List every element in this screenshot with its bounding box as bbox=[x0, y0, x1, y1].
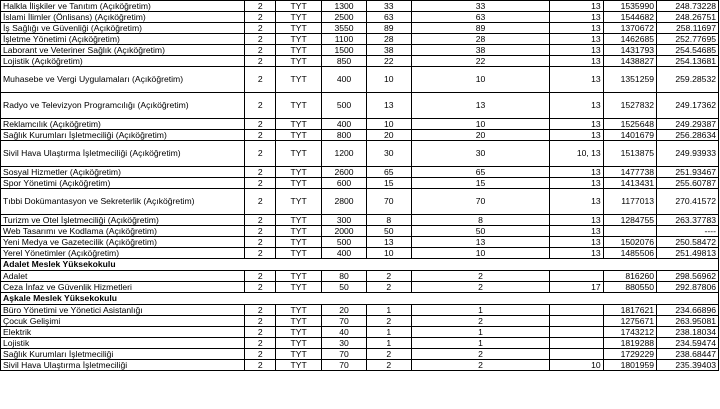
duration-cell: 2 bbox=[245, 56, 276, 67]
ranking-cell: 1743212 bbox=[603, 327, 656, 338]
quota-cell: 1300 bbox=[322, 1, 367, 12]
table-row bbox=[1, 327, 719, 338]
notes-cell: 13 bbox=[550, 45, 603, 56]
placed-cell: 2 bbox=[366, 349, 411, 360]
ranking-cell bbox=[603, 226, 656, 237]
score-cell: 263.37783 bbox=[657, 215, 719, 226]
extra-quota-cell: 1 bbox=[411, 327, 550, 338]
score-cell: 249.17362 bbox=[657, 93, 719, 119]
ranking-cell: 1462685 bbox=[603, 34, 656, 45]
quota-cell: 850 bbox=[322, 56, 367, 67]
score-cell: 248.73228 bbox=[657, 1, 719, 12]
ranking-cell: 1431793 bbox=[603, 45, 656, 56]
extra-quota-cell: 2 bbox=[411, 282, 550, 293]
table-row bbox=[1, 1, 719, 12]
duration-cell: 2 bbox=[245, 349, 276, 360]
score-cell: 250.58472 bbox=[657, 237, 719, 248]
placed-cell: 2 bbox=[366, 316, 411, 327]
score-type-cell: TYT bbox=[276, 23, 322, 34]
program-name-cell: Reklamcılık (Açıköğretim) bbox=[1, 119, 245, 130]
score-cell: 270.41572 bbox=[657, 189, 719, 215]
score-cell: 256.28634 bbox=[657, 130, 719, 141]
extra-quota-cell: 2 bbox=[411, 360, 550, 371]
score-cell: 259.28532 bbox=[657, 67, 719, 93]
notes-cell: 13 bbox=[550, 215, 603, 226]
notes-cell: 13 bbox=[550, 23, 603, 34]
ranking-cell: 1525648 bbox=[603, 119, 656, 130]
notes-cell bbox=[550, 327, 603, 338]
ranking-cell: 1544682 bbox=[603, 12, 656, 23]
table-row bbox=[1, 12, 719, 23]
duration-cell: 2 bbox=[245, 167, 276, 178]
program-name-cell: Sivil Hava Ulaştırma İşletmeciliği (Açıköğretim) bbox=[1, 141, 245, 167]
score-type-cell: TYT bbox=[276, 316, 322, 327]
score-type-cell: TYT bbox=[276, 45, 322, 56]
extra-quota-cell: 63 bbox=[411, 12, 550, 23]
notes-cell: 13 bbox=[550, 56, 603, 67]
placed-cell: 38 bbox=[366, 45, 411, 56]
faculty-header-row bbox=[1, 293, 719, 305]
program-name-cell: Büro Yönetimi ve Yönetici Asistanlığı bbox=[1, 305, 245, 316]
duration-cell: 2 bbox=[245, 271, 276, 282]
table-row bbox=[1, 93, 719, 119]
extra-quota-cell: 89 bbox=[411, 23, 550, 34]
program-name-cell: Spor Yönetimi (Açıköğretim) bbox=[1, 178, 245, 189]
ranking-cell: 1438827 bbox=[603, 56, 656, 67]
score-type-cell: TYT bbox=[276, 12, 322, 23]
placed-cell: 20 bbox=[366, 130, 411, 141]
extra-quota-cell: 10 bbox=[411, 248, 550, 259]
quota-cell: 400 bbox=[322, 248, 367, 259]
table-row bbox=[1, 189, 719, 215]
program-name-cell: Halkla İlişkiler ve Tanıtım (Açıköğretim) bbox=[1, 1, 245, 12]
notes-cell: 13 bbox=[550, 237, 603, 248]
table-row bbox=[1, 45, 719, 56]
quota-cell: 800 bbox=[322, 130, 367, 141]
extra-quota-cell: 10 bbox=[411, 119, 550, 130]
notes-cell: 13 bbox=[550, 189, 603, 215]
score-cell: ---- bbox=[657, 226, 719, 237]
duration-cell: 2 bbox=[245, 12, 276, 23]
extra-quota-cell: 22 bbox=[411, 56, 550, 67]
score-type-cell: TYT bbox=[276, 282, 322, 293]
score-type-cell: TYT bbox=[276, 271, 322, 282]
placed-cell: 1 bbox=[366, 305, 411, 316]
table-row bbox=[1, 23, 719, 34]
ranking-cell: 1729229 bbox=[603, 349, 656, 360]
score-cell: 254.54685 bbox=[657, 45, 719, 56]
ranking-cell: 1413431 bbox=[603, 178, 656, 189]
quota-cell: 1500 bbox=[322, 45, 367, 56]
table-row bbox=[1, 67, 719, 93]
duration-cell: 2 bbox=[245, 338, 276, 349]
score-cell: 238.18034 bbox=[657, 327, 719, 338]
table-row bbox=[1, 226, 719, 237]
duration-cell: 2 bbox=[245, 189, 276, 215]
score-type-cell: TYT bbox=[276, 226, 322, 237]
extra-quota-cell: 1 bbox=[411, 305, 550, 316]
program-name-cell: Sağlık Kurumları İşletmeciliği (Açıköğretim) bbox=[1, 130, 245, 141]
score-cell: 292.87806 bbox=[657, 282, 719, 293]
placed-cell: 2 bbox=[366, 282, 411, 293]
quota-cell: 80 bbox=[322, 271, 367, 282]
notes-cell: 10 bbox=[550, 360, 603, 371]
program-name-cell: Çocuk Gelişimi bbox=[1, 316, 245, 327]
table-row bbox=[1, 130, 719, 141]
duration-cell: 2 bbox=[245, 130, 276, 141]
score-type-cell: TYT bbox=[276, 67, 322, 93]
score-cell: 254.13681 bbox=[657, 56, 719, 67]
table-row bbox=[1, 316, 719, 327]
duration-cell: 2 bbox=[245, 360, 276, 371]
program-name-cell: Yeni Medya ve Gazetecilik (Açıköğretim) bbox=[1, 237, 245, 248]
table-row bbox=[1, 282, 719, 293]
notes-cell: 10, 13 bbox=[550, 141, 603, 167]
faculty-name: Aşkale Meslek Yüksekokulu bbox=[1, 293, 719, 305]
program-name-cell: Muhasebe ve Vergi Uygulamaları (Açıköğretim) bbox=[1, 67, 245, 93]
placed-cell: 13 bbox=[366, 237, 411, 248]
quota-cell: 20 bbox=[322, 305, 367, 316]
program-name-cell: Tıbbi Dokümantasyon ve Sekreterlik (Açıköğretim) bbox=[1, 189, 245, 215]
score-cell: 249.93933 bbox=[657, 141, 719, 167]
table-row bbox=[1, 237, 719, 248]
score-cell: 251.49813 bbox=[657, 248, 719, 259]
score-type-cell: TYT bbox=[276, 215, 322, 226]
ranking-cell: 1513875 bbox=[603, 141, 656, 167]
duration-cell: 2 bbox=[245, 23, 276, 34]
table-row bbox=[1, 305, 719, 316]
quota-cell: 600 bbox=[322, 178, 367, 189]
duration-cell: 2 bbox=[245, 316, 276, 327]
notes-cell: 13 bbox=[550, 178, 603, 189]
score-type-cell: TYT bbox=[276, 248, 322, 259]
placed-cell: 70 bbox=[366, 189, 411, 215]
placed-cell: 10 bbox=[366, 119, 411, 130]
duration-cell: 2 bbox=[245, 237, 276, 248]
notes-cell: 13 bbox=[550, 67, 603, 93]
quota-cell: 1100 bbox=[322, 34, 367, 45]
table-row bbox=[1, 167, 719, 178]
quota-cell: 70 bbox=[322, 316, 367, 327]
quota-cell: 2000 bbox=[322, 226, 367, 237]
score-type-cell: TYT bbox=[276, 130, 322, 141]
program-name-cell: Lojistik (Açıköğretim) bbox=[1, 56, 245, 67]
notes-cell bbox=[550, 271, 603, 282]
duration-cell: 2 bbox=[245, 226, 276, 237]
score-type-cell: TYT bbox=[276, 237, 322, 248]
score-type-cell: TYT bbox=[276, 1, 322, 12]
duration-cell: 2 bbox=[245, 215, 276, 226]
placed-cell: 1 bbox=[366, 327, 411, 338]
notes-cell: 13 bbox=[550, 119, 603, 130]
score-type-cell: TYT bbox=[276, 167, 322, 178]
placed-cell: 30 bbox=[366, 141, 411, 167]
notes-cell: 17 bbox=[550, 282, 603, 293]
table-row bbox=[1, 178, 719, 189]
extra-quota-cell: 10 bbox=[411, 67, 550, 93]
extra-quota-cell: 50 bbox=[411, 226, 550, 237]
placed-cell: 89 bbox=[366, 23, 411, 34]
ranking-cell: 1370672 bbox=[603, 23, 656, 34]
duration-cell: 2 bbox=[245, 141, 276, 167]
duration-cell: 2 bbox=[245, 45, 276, 56]
program-name-cell: Web Tasarımı ve Kodlama (Açıköğretim) bbox=[1, 226, 245, 237]
placed-cell: 10 bbox=[366, 248, 411, 259]
duration-cell: 2 bbox=[245, 178, 276, 189]
score-type-cell: TYT bbox=[276, 119, 322, 130]
quota-cell: 300 bbox=[322, 215, 367, 226]
extra-quota-cell: 2 bbox=[411, 316, 550, 327]
quota-cell: 400 bbox=[322, 67, 367, 93]
quota-cell: 1200 bbox=[322, 141, 367, 167]
notes-cell: 13 bbox=[550, 130, 603, 141]
program-name-cell: Lojistik bbox=[1, 338, 245, 349]
ranking-cell: 1351259 bbox=[603, 67, 656, 93]
program-name-cell: Sağlık Kurumları İşletmeciliği bbox=[1, 349, 245, 360]
program-name-cell: Sivil Hava Ulaştırma İşletmeciliği bbox=[1, 360, 245, 371]
extra-quota-cell: 65 bbox=[411, 167, 550, 178]
extra-quota-cell: 2 bbox=[411, 349, 550, 360]
ranking-cell: 1535990 bbox=[603, 1, 656, 12]
placed-cell: 8 bbox=[366, 215, 411, 226]
program-name-cell: Laborant ve Veteriner Sağlık (Açıköğretim) bbox=[1, 45, 245, 56]
program-name-cell: Elektrik bbox=[1, 327, 245, 338]
table-body bbox=[1, 1, 719, 371]
placed-cell: 28 bbox=[366, 34, 411, 45]
table-row bbox=[1, 271, 719, 282]
score-type-cell: TYT bbox=[276, 56, 322, 67]
program-name-cell: Sosyal Hizmetler (Açıköğretim) bbox=[1, 167, 245, 178]
extra-quota-cell: 8 bbox=[411, 215, 550, 226]
extra-quota-cell: 13 bbox=[411, 93, 550, 119]
ranking-cell: 1502076 bbox=[603, 237, 656, 248]
placed-cell: 10 bbox=[366, 67, 411, 93]
faculty-header-row bbox=[1, 259, 719, 271]
score-cell: 251.93467 bbox=[657, 167, 719, 178]
notes-cell: 13 bbox=[550, 1, 603, 12]
ranking-cell: 1817621 bbox=[603, 305, 656, 316]
notes-cell: 13 bbox=[550, 34, 603, 45]
score-type-cell: TYT bbox=[276, 93, 322, 119]
notes-cell bbox=[550, 316, 603, 327]
table-row bbox=[1, 34, 719, 45]
quota-cell: 2600 bbox=[322, 167, 367, 178]
placed-cell: 13 bbox=[366, 93, 411, 119]
quota-cell: 30 bbox=[322, 338, 367, 349]
extra-quota-cell: 70 bbox=[411, 189, 550, 215]
score-cell: 235.39403 bbox=[657, 360, 719, 371]
score-type-cell: TYT bbox=[276, 141, 322, 167]
score-type-cell: TYT bbox=[276, 338, 322, 349]
quota-cell: 50 bbox=[322, 282, 367, 293]
score-cell: 238.68447 bbox=[657, 349, 719, 360]
notes-cell: 13 bbox=[550, 12, 603, 23]
duration-cell: 2 bbox=[245, 1, 276, 12]
score-type-cell: TYT bbox=[276, 178, 322, 189]
score-type-cell: TYT bbox=[276, 360, 322, 371]
extra-quota-cell: 13 bbox=[411, 237, 550, 248]
score-type-cell: TYT bbox=[276, 349, 322, 360]
extra-quota-cell: 15 bbox=[411, 178, 550, 189]
table-row bbox=[1, 215, 719, 226]
duration-cell: 2 bbox=[245, 282, 276, 293]
duration-cell: 2 bbox=[245, 119, 276, 130]
ranking-cell: 1275671 bbox=[603, 316, 656, 327]
quota-cell: 3550 bbox=[322, 23, 367, 34]
placed-cell: 1 bbox=[366, 338, 411, 349]
score-cell: 248.26751 bbox=[657, 12, 719, 23]
table-row bbox=[1, 119, 719, 130]
score-cell: 255.60787 bbox=[657, 178, 719, 189]
notes-cell: 13 bbox=[550, 93, 603, 119]
quota-cell: 500 bbox=[322, 237, 367, 248]
quota-cell: 2500 bbox=[322, 12, 367, 23]
program-name-cell: İş Sağlığı ve Güvenliği (Açıköğretim) bbox=[1, 23, 245, 34]
notes-cell bbox=[550, 349, 603, 360]
quota-cell: 70 bbox=[322, 349, 367, 360]
program-name-cell: Radyo ve Televizyon Programcılığı (Açıköğretim) bbox=[1, 93, 245, 119]
extra-quota-cell: 33 bbox=[411, 1, 550, 12]
program-name-cell: İşletme Yönetimi (Açıköğretim) bbox=[1, 34, 245, 45]
quota-cell: 70 bbox=[322, 360, 367, 371]
notes-cell: 13 bbox=[550, 167, 603, 178]
placed-cell: 33 bbox=[366, 1, 411, 12]
score-cell: 234.66896 bbox=[657, 305, 719, 316]
table-row bbox=[1, 338, 719, 349]
quota-cell: 500 bbox=[322, 93, 367, 119]
placed-cell: 50 bbox=[366, 226, 411, 237]
ranking-cell: 1527832 bbox=[603, 93, 656, 119]
score-type-cell: TYT bbox=[276, 34, 322, 45]
extra-quota-cell: 28 bbox=[411, 34, 550, 45]
program-name-cell: Ceza İnfaz ve Güvenlik Hizmetleri bbox=[1, 282, 245, 293]
program-name-cell: Yerel Yönetimler (Açıköğretim) bbox=[1, 248, 245, 259]
extra-quota-cell: 38 bbox=[411, 45, 550, 56]
ranking-cell: 1801959 bbox=[603, 360, 656, 371]
ranking-cell: 1819288 bbox=[603, 338, 656, 349]
duration-cell: 2 bbox=[245, 248, 276, 259]
score-type-cell: TYT bbox=[276, 189, 322, 215]
extra-quota-cell: 1 bbox=[411, 338, 550, 349]
table-row bbox=[1, 56, 719, 67]
notes-cell bbox=[550, 305, 603, 316]
extra-quota-cell: 30 bbox=[411, 141, 550, 167]
duration-cell: 2 bbox=[245, 67, 276, 93]
table-row bbox=[1, 141, 719, 167]
notes-cell: 13 bbox=[550, 226, 603, 237]
placed-cell: 22 bbox=[366, 56, 411, 67]
table-row bbox=[1, 248, 719, 259]
duration-cell: 2 bbox=[245, 327, 276, 338]
placed-cell: 15 bbox=[366, 178, 411, 189]
notes-cell: 13 bbox=[550, 248, 603, 259]
ranking-cell: 1485506 bbox=[603, 248, 656, 259]
ranking-cell: 816260 bbox=[603, 271, 656, 282]
score-cell: 258.11697 bbox=[657, 23, 719, 34]
placed-cell: 63 bbox=[366, 12, 411, 23]
program-name-cell: Turizm ve Otel İşletmeciliği (Açıköğretim) bbox=[1, 215, 245, 226]
score-cell: 234.59474 bbox=[657, 338, 719, 349]
duration-cell: 2 bbox=[245, 34, 276, 45]
placed-cell: 2 bbox=[366, 360, 411, 371]
faculty-name: Adalet Meslek Yüksekokulu bbox=[1, 259, 719, 271]
score-cell: 249.29387 bbox=[657, 119, 719, 130]
ranking-cell: 1477738 bbox=[603, 167, 656, 178]
program-name-cell: İslami İlimler (Önlisans) (Açıköğretim) bbox=[1, 12, 245, 23]
table-row bbox=[1, 360, 719, 371]
score-cell: 252.77695 bbox=[657, 34, 719, 45]
quota-cell: 400 bbox=[322, 119, 367, 130]
program-name-cell: Adalet bbox=[1, 271, 245, 282]
ranking-cell: 1284755 bbox=[603, 215, 656, 226]
quota-cell: 40 bbox=[322, 327, 367, 338]
score-cell: 298.56962 bbox=[657, 271, 719, 282]
ranking-cell: 1177013 bbox=[603, 189, 656, 215]
notes-cell bbox=[550, 338, 603, 349]
duration-cell: 2 bbox=[245, 93, 276, 119]
quota-cell: 2800 bbox=[322, 189, 367, 215]
placed-cell: 65 bbox=[366, 167, 411, 178]
score-type-cell: TYT bbox=[276, 327, 322, 338]
extra-quota-cell: 20 bbox=[411, 130, 550, 141]
table-row bbox=[1, 349, 719, 360]
ranking-cell: 880550 bbox=[603, 282, 656, 293]
placed-cell: 2 bbox=[366, 271, 411, 282]
ranking-cell: 1401679 bbox=[603, 130, 656, 141]
duration-cell: 2 bbox=[245, 305, 276, 316]
extra-quota-cell: 2 bbox=[411, 271, 550, 282]
score-cell: 263.95081 bbox=[657, 316, 719, 327]
score-type-cell: TYT bbox=[276, 305, 322, 316]
